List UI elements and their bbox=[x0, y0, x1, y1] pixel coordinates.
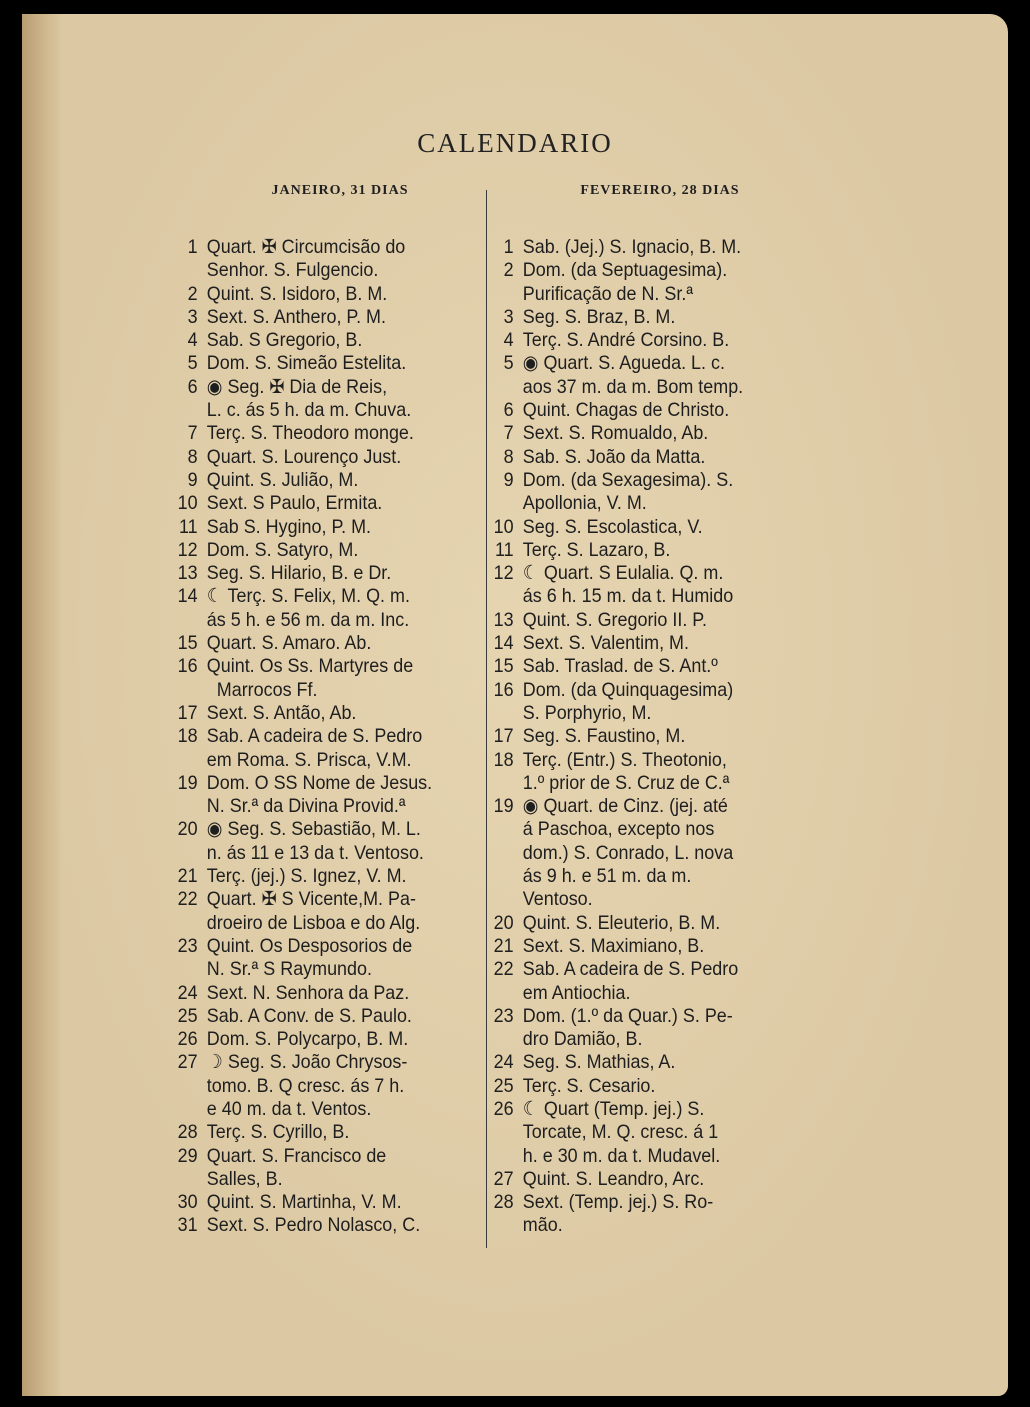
day-number: 24 bbox=[493, 1051, 514, 1074]
january-day-entry bbox=[170, 539, 457, 562]
day-description bbox=[207, 283, 387, 306]
february-day-entry bbox=[486, 352, 780, 399]
description-line: Purificação de N. Sr.ª bbox=[522, 282, 693, 305]
day-description bbox=[523, 306, 676, 329]
day-description bbox=[523, 958, 738, 1005]
description-line: ◉ Quart. S. Agueda. L. c. bbox=[522, 352, 725, 375]
february-day-entry bbox=[486, 632, 780, 655]
description-line: mão. bbox=[522, 1214, 563, 1237]
january-day-entry bbox=[170, 352, 457, 375]
february-day-entry bbox=[486, 1075, 780, 1098]
description-line: Quint. S. Julião, M. bbox=[206, 468, 359, 491]
day-description bbox=[207, 562, 391, 585]
day-number: 4 bbox=[187, 329, 198, 352]
day-description bbox=[523, 655, 718, 678]
description-line: Dom. (da Sexagesima). S. bbox=[522, 468, 734, 491]
day-number: 1 bbox=[187, 236, 198, 258]
description-line: Quint. Os Desposorios de bbox=[206, 934, 413, 957]
january-day-entry bbox=[170, 935, 457, 982]
day-description bbox=[207, 236, 405, 283]
day-description bbox=[207, 655, 413, 702]
day-number: 2 bbox=[503, 259, 514, 282]
day-description bbox=[523, 912, 720, 935]
day-description bbox=[207, 1005, 412, 1028]
day-description bbox=[523, 1098, 720, 1168]
day-number: 19 bbox=[177, 771, 198, 794]
description-line: ◉ Seg. S. Sebastião, M. L. bbox=[206, 818, 421, 841]
description-line: ☾ Quart (Temp. jej.) S. bbox=[522, 1098, 705, 1120]
description-line: Dom. (1.º da Quar.) S. Pe- bbox=[522, 1004, 733, 1027]
january-day-entry bbox=[170, 982, 457, 1005]
january-day-entry bbox=[170, 772, 457, 819]
day-number: 10 bbox=[493, 515, 514, 538]
day-number: 5 bbox=[187, 352, 198, 375]
day-number: 5 bbox=[503, 352, 514, 375]
january-day-entry bbox=[170, 632, 457, 655]
day-description bbox=[523, 679, 733, 726]
february-column bbox=[486, 236, 806, 1238]
description-line: Terç. (jej.) S. Ignez, V. M. bbox=[206, 865, 407, 888]
january-day-entry bbox=[170, 469, 457, 492]
description-line: Seg. S. Braz, B. M. bbox=[522, 305, 676, 328]
description-line: Seg. S. Mathias, A. bbox=[522, 1051, 676, 1074]
february-day-entry bbox=[486, 422, 780, 445]
day-description bbox=[523, 1075, 656, 1098]
day-number: 28 bbox=[177, 1121, 198, 1144]
february-day-entry bbox=[486, 329, 780, 352]
description-line: Sext. (Temp. jej.) S. Ro- bbox=[522, 1191, 714, 1214]
day-description bbox=[207, 865, 407, 888]
day-description bbox=[207, 492, 382, 515]
february-day-entry bbox=[486, 725, 780, 748]
description-line: S. Porphyrio, M. bbox=[522, 701, 652, 724]
february-day-entry bbox=[486, 795, 780, 912]
day-number: 3 bbox=[503, 305, 514, 328]
description-line: Seg. S. Hilario, B. e Dr. bbox=[206, 562, 392, 585]
day-description bbox=[523, 539, 671, 562]
february-day-entry bbox=[486, 958, 780, 1005]
february-day-entry bbox=[486, 1051, 780, 1074]
page-title: CALENDARIO bbox=[417, 128, 613, 158]
day-number: 22 bbox=[493, 958, 514, 981]
day-number: 15 bbox=[493, 655, 514, 678]
description-line: Quart. ✠ Circumcisão do bbox=[206, 236, 406, 258]
february-day-entry bbox=[486, 306, 780, 329]
description-line: Sab. A cadeira de S. Pedro bbox=[522, 958, 739, 981]
day-description bbox=[523, 329, 729, 352]
january-day-entry bbox=[170, 725, 457, 772]
day-number: 12 bbox=[177, 538, 198, 561]
day-number: 22 bbox=[177, 888, 198, 911]
description-line: ◉ Seg. ✠ Dia de Reis, bbox=[206, 375, 388, 398]
january-day-entry bbox=[170, 585, 457, 632]
description-line: Terç. S. André Corsino. B. bbox=[522, 329, 730, 352]
january-day-entry bbox=[170, 1191, 457, 1214]
february-day-entry bbox=[486, 399, 780, 422]
day-description bbox=[207, 1191, 402, 1214]
day-number: 16 bbox=[177, 655, 198, 678]
day-number: 8 bbox=[503, 445, 514, 468]
description-line: Terç. (Entr.) S. Theotonio, bbox=[522, 748, 727, 771]
february-day-entry bbox=[486, 912, 780, 935]
description-line: Sext. S Paulo, Ermita. bbox=[206, 492, 383, 515]
day-description bbox=[207, 1028, 408, 1051]
day-description bbox=[523, 352, 743, 399]
day-description bbox=[207, 632, 372, 655]
day-number: 13 bbox=[177, 562, 198, 585]
day-description bbox=[207, 1121, 350, 1144]
day-description bbox=[523, 725, 686, 748]
day-number: 18 bbox=[493, 748, 514, 771]
description-line: Sab. S Gregorio, B. bbox=[206, 329, 363, 352]
day-number: 31 bbox=[177, 1214, 198, 1237]
day-description bbox=[523, 749, 730, 796]
day-description bbox=[207, 329, 363, 352]
description-line: N. Sr.ª da Divina Provid.ª bbox=[206, 795, 406, 818]
day-number: 14 bbox=[493, 632, 514, 655]
description-line: Apollonia, V. M. bbox=[522, 492, 647, 515]
february-day-entry bbox=[486, 516, 780, 539]
day-description bbox=[207, 446, 401, 469]
day-number: 12 bbox=[493, 562, 514, 585]
description-line: ás 5 h. e 56 m. da m. Inc. bbox=[206, 608, 410, 631]
description-line: Quint. S. Eleuterio, B. M. bbox=[522, 911, 721, 934]
description-line: Sext. S. Valentim, M. bbox=[522, 632, 689, 655]
description-line: dro Damião, B. bbox=[522, 1028, 643, 1051]
description-line: Sext. S. Anthero, P. M. bbox=[206, 305, 386, 328]
day-description bbox=[207, 1145, 386, 1192]
day-number: 10 bbox=[177, 492, 198, 515]
description-line: Sext. N. Senhora da Paz. bbox=[206, 981, 410, 1004]
january-day-entry bbox=[170, 1121, 457, 1144]
day-description bbox=[207, 516, 371, 539]
day-number: 23 bbox=[177, 934, 198, 957]
february-day-entry bbox=[486, 749, 780, 796]
description-line: Quint. S. Isidoro, B. M. bbox=[206, 282, 388, 305]
description-line: Sab. A Conv. de S. Paulo. bbox=[206, 1004, 412, 1027]
january-heading: JANEIRO, 31 DIAS bbox=[271, 183, 409, 198]
february-day-entry bbox=[486, 236, 780, 259]
day-description bbox=[207, 306, 386, 329]
day-number: 21 bbox=[493, 934, 514, 957]
january-day-entry bbox=[170, 329, 457, 352]
day-number: 14 bbox=[177, 585, 198, 608]
description-line: em Roma. S. Prisca, V.M. bbox=[206, 748, 412, 771]
january-day-entry bbox=[170, 236, 457, 283]
day-number: 27 bbox=[493, 1167, 514, 1190]
description-line: h. e 30 m. da t. Mudavel. bbox=[522, 1144, 721, 1167]
description-line: ☾ Quart. S Eulalia. Q. m. bbox=[522, 562, 724, 585]
description-line: Sab. A cadeira de S. Pedro bbox=[206, 725, 423, 748]
february-day-entry bbox=[486, 1005, 780, 1052]
february-day-entry bbox=[486, 1098, 780, 1168]
day-number: 19 bbox=[493, 795, 514, 818]
description-line: Quint. Chagas de Christo. bbox=[522, 399, 730, 422]
description-line: Salles, B. bbox=[206, 1167, 283, 1190]
day-description bbox=[523, 399, 729, 422]
january-column bbox=[170, 236, 482, 1238]
description-line: Dom. S. Polycarpo, B. M. bbox=[206, 1028, 409, 1051]
february-day-entry bbox=[486, 446, 780, 469]
january-day-entry bbox=[170, 818, 457, 865]
description-line: Dom. (da Septuagesima). bbox=[522, 259, 728, 282]
day-number: 6 bbox=[503, 399, 514, 422]
day-number: 4 bbox=[503, 329, 514, 352]
day-description bbox=[523, 609, 707, 632]
description-line: e 40 m. da t. Ventos. bbox=[206, 1097, 372, 1120]
day-description bbox=[207, 725, 422, 772]
january-day-entry bbox=[170, 446, 457, 469]
february-day-entry bbox=[486, 1168, 780, 1191]
january-day-entry bbox=[170, 516, 457, 539]
description-line: Quint. S. Leandro, Arc. bbox=[522, 1167, 705, 1190]
description-line: Dom. S. Satyro, M. bbox=[206, 538, 359, 561]
description-line: Terç. S. Cesario. bbox=[522, 1074, 656, 1097]
day-number: 3 bbox=[187, 305, 198, 328]
day-description bbox=[523, 422, 708, 445]
day-number: 7 bbox=[503, 422, 514, 445]
day-description bbox=[207, 539, 359, 562]
description-line: tomo. B. Q cresc. ás 7 h. bbox=[206, 1074, 405, 1097]
january-day-entry bbox=[170, 1051, 457, 1121]
description-line: Terç. S. Lazaro, B. bbox=[522, 538, 671, 561]
day-description bbox=[523, 562, 733, 609]
january-day-entry bbox=[170, 1028, 457, 1051]
day-number: 7 bbox=[187, 422, 198, 445]
description-line: Terç. S. Theodoro monge. bbox=[206, 422, 414, 445]
day-number: 17 bbox=[493, 725, 514, 748]
january-day-entry bbox=[170, 702, 457, 725]
day-number: 6 bbox=[187, 375, 198, 398]
day-number: 13 bbox=[493, 608, 514, 631]
description-line: Dom. S. Simeão Estelita. bbox=[206, 352, 407, 375]
february-day-entry bbox=[486, 1191, 780, 1238]
description-line: Quart. S. Francisco de bbox=[206, 1144, 387, 1167]
description-line: Sext. S. Pedro Nolasco, C. bbox=[206, 1214, 421, 1237]
day-number: 20 bbox=[177, 818, 198, 841]
description-line: L. c. ás 5 h. da m. Chuva. bbox=[206, 399, 412, 422]
description-line: em Antiochia. bbox=[522, 981, 631, 1004]
description-line: Sab. Traslad. de S. Ant.º bbox=[522, 655, 718, 678]
january-day-entry bbox=[170, 283, 457, 306]
day-description bbox=[207, 982, 409, 1005]
day-number: 20 bbox=[493, 911, 514, 934]
description-line: Sext. S. Maximiano, B. bbox=[522, 934, 705, 957]
day-number: 11 bbox=[494, 538, 514, 561]
description-line: Quart. S. Lourenço Just. bbox=[206, 445, 402, 468]
day-number: 9 bbox=[187, 468, 198, 491]
description-line: Sab S. Hygino, P. M. bbox=[206, 515, 372, 538]
day-description bbox=[523, 259, 727, 306]
january-day-entry bbox=[170, 655, 457, 702]
january-day-entry bbox=[170, 492, 457, 515]
day-description bbox=[207, 818, 424, 865]
day-number: 16 bbox=[493, 678, 514, 701]
day-description bbox=[207, 585, 410, 632]
day-number: 23 bbox=[493, 1004, 514, 1027]
description-line: Terç. S. Cyrillo, B. bbox=[206, 1121, 350, 1144]
day-description bbox=[523, 935, 704, 958]
february-day-entry bbox=[486, 469, 780, 516]
day-description bbox=[523, 1191, 713, 1238]
description-line: Dom. (da Quinquagesima) bbox=[522, 678, 734, 701]
day-number: 9 bbox=[503, 468, 514, 491]
february-day-entry bbox=[486, 935, 780, 958]
january-day-entry bbox=[170, 1005, 457, 1028]
day-description bbox=[523, 516, 703, 539]
day-description bbox=[207, 772, 432, 819]
description-line: Dom. O SS Nome de Jesus. bbox=[206, 771, 433, 794]
day-description bbox=[523, 446, 706, 469]
day-description bbox=[207, 469, 359, 492]
day-number: 17 bbox=[177, 701, 198, 724]
day-description bbox=[207, 702, 357, 725]
description-line: Ventoso. bbox=[522, 888, 593, 911]
description-line: 1.º prior de S. Cruz de C.ª bbox=[522, 771, 730, 794]
description-line: Quart. ✠ S Vicente,M. Pa- bbox=[206, 888, 416, 911]
page-spine-shadow bbox=[22, 14, 62, 1396]
description-line: Senhor. S. Fulgencio. bbox=[206, 259, 379, 282]
february-day-entry bbox=[486, 679, 780, 726]
day-number: 21 bbox=[177, 865, 198, 888]
january-day-entry bbox=[170, 865, 457, 888]
description-line: Seg. S. Faustino, M. bbox=[522, 725, 686, 748]
day-description bbox=[207, 1051, 408, 1121]
description-line: Sext. S. Romualdo, Ab. bbox=[522, 422, 709, 445]
description-line: á Paschoa, excepto nos bbox=[522, 818, 715, 841]
description-line: Marrocos Ff. bbox=[206, 678, 318, 701]
day-description bbox=[207, 422, 414, 445]
day-number: 1 bbox=[503, 236, 514, 258]
description-line: droeiro de Lisboa e do Alg. bbox=[206, 911, 421, 934]
description-line: Sab. S. João da Matta. bbox=[522, 445, 706, 468]
february-day-entry bbox=[486, 562, 780, 609]
day-number: 29 bbox=[177, 1144, 198, 1167]
description-line: ◉ Quart. de Cinz. (jej. até bbox=[522, 795, 728, 818]
february-day-entry bbox=[486, 609, 780, 632]
description-line: Quint. S. Gregorio II. P. bbox=[522, 608, 707, 631]
day-description bbox=[523, 1051, 676, 1074]
day-description bbox=[523, 1005, 733, 1052]
day-number: 15 bbox=[177, 632, 198, 655]
day-description bbox=[523, 1168, 704, 1191]
day-number: 26 bbox=[493, 1098, 514, 1120]
january-day-entry bbox=[170, 1214, 457, 1237]
description-line: ás 6 h. 15 m. da t. Humido bbox=[522, 585, 734, 608]
description-line: Seg. S. Escolastica, V. bbox=[522, 515, 703, 538]
description-line: aos 37 m. da m. Bom temp. bbox=[522, 375, 744, 398]
day-description bbox=[207, 935, 412, 982]
february-heading: FEVEREIRO, 28 DIAS bbox=[580, 183, 740, 198]
day-description bbox=[523, 632, 689, 655]
description-line: Quint. S. Martinha, V. M. bbox=[206, 1191, 402, 1214]
day-description bbox=[207, 1214, 420, 1237]
day-number: 27 bbox=[177, 1051, 198, 1074]
description-line: ☽ Seg. S. João Chrysos- bbox=[206, 1051, 408, 1074]
february-day-entry bbox=[486, 539, 780, 562]
day-description bbox=[207, 352, 406, 375]
description-line: Sext. S. Antão, Ab. bbox=[206, 701, 357, 724]
day-number: 8 bbox=[187, 445, 198, 468]
day-number: 28 bbox=[493, 1191, 514, 1214]
day-number: 24 bbox=[177, 981, 198, 1004]
january-day-entry bbox=[170, 562, 457, 585]
day-number: 26 bbox=[177, 1028, 198, 1051]
day-number: 11 bbox=[178, 515, 198, 538]
description-line: Torcate, M. Q. cresc. á 1 bbox=[522, 1121, 719, 1144]
description-line: ás 9 h. e 51 m. da m. bbox=[522, 865, 692, 888]
description-line: Sab. (Jej.) S. Ignacio, B. M. bbox=[522, 236, 742, 258]
description-line: Quart. S. Amaro. Ab. bbox=[206, 632, 372, 655]
january-day-entry bbox=[170, 376, 457, 423]
day-description bbox=[207, 888, 420, 935]
day-description bbox=[523, 469, 733, 516]
january-day-entry bbox=[170, 1145, 457, 1192]
day-number: 18 bbox=[177, 725, 198, 748]
description-line: dom.) S. Conrado, L. nova bbox=[522, 841, 734, 864]
february-day-entry bbox=[486, 655, 780, 678]
february-day-entry bbox=[486, 259, 780, 306]
day-number: 30 bbox=[177, 1191, 198, 1214]
january-day-entry bbox=[170, 306, 457, 329]
day-description bbox=[523, 236, 741, 259]
day-description bbox=[207, 376, 411, 423]
january-day-entry bbox=[170, 422, 457, 445]
description-line: Quint. Os Ss. Martyres de bbox=[206, 655, 414, 678]
day-description bbox=[523, 795, 733, 911]
description-line: N. Sr.ª S Raymundo. bbox=[206, 958, 372, 981]
january-day-entry bbox=[170, 888, 457, 935]
day-number: 25 bbox=[493, 1074, 514, 1097]
description-line: n. ás 11 e 13 da t. Ventoso. bbox=[206, 841, 424, 864]
day-number: 25 bbox=[177, 1004, 198, 1027]
day-number: 2 bbox=[187, 282, 198, 305]
description-line: ☾ Terç. S. Felix, M. Q. m. bbox=[206, 585, 410, 608]
